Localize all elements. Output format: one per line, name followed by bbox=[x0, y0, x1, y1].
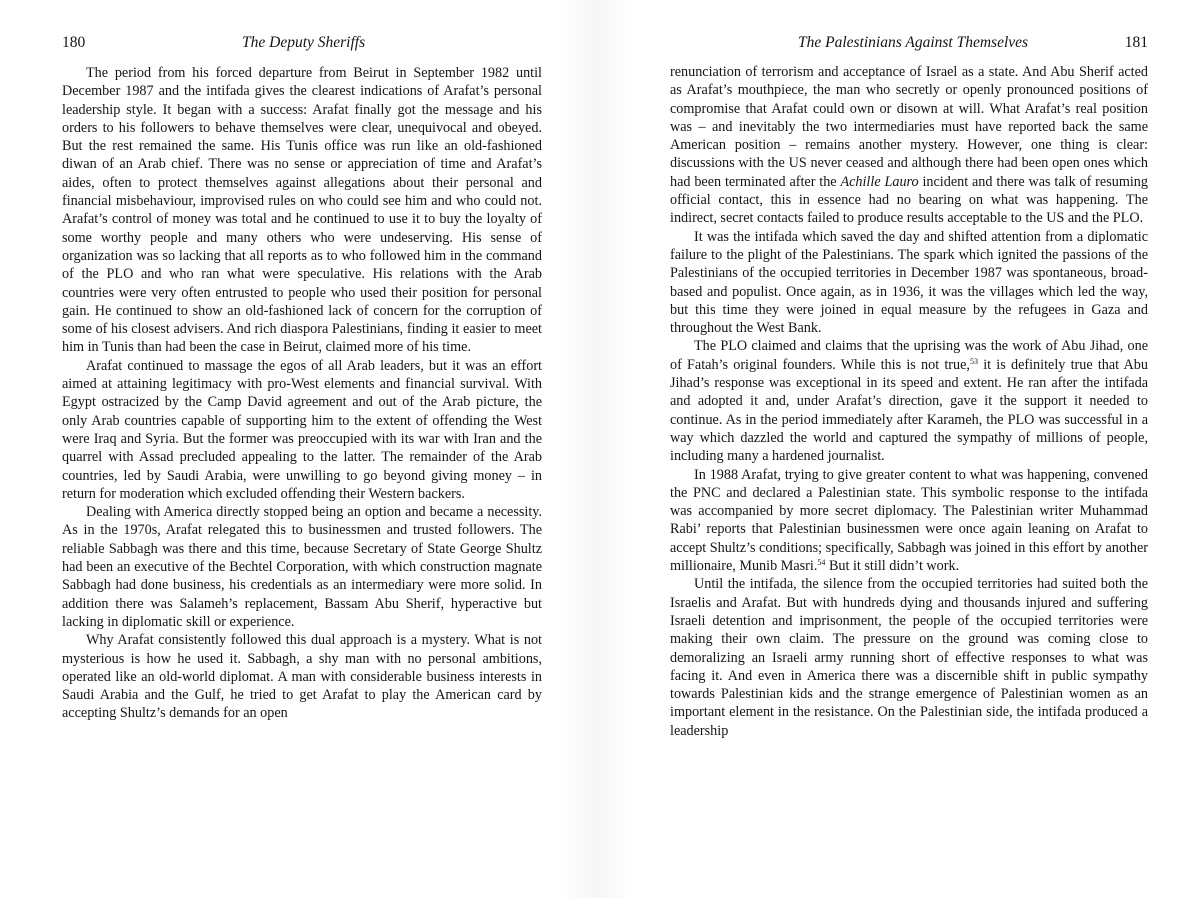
text-segment: The PLO claimed and claims that the uprising was the work of Abu Jihad, one of Fatah’s original founders. While this is not true, bbox=[670, 338, 1148, 373]
right-paragraph-5: Until the intifada, the silence from the occupied territories had suited both the Israelis and Arafat. But with hundreds dying and thousands injured and suffering Israeli detention and imprisonment, the people of the occupied territories were making their own claim. The pressure on the ground was coming close to demoralizing an Israeli army running short of effective responses to what was facing it. And even in America there was a discernible shift in public sympathy towards Palestinian kids and the strange emergence of Palestinian women as an important element in the resistance. On the Palestinian side, the intifada produced a leadership bbox=[670, 576, 1148, 739]
running-title-left: The Deputy Sheriffs bbox=[242, 34, 366, 51]
right-page bbox=[670, 0, 1148, 898]
left-paragraph-4: Why Arafat consistently followed this dual approach is a mystery. What is not mysterious is how he used it. Sabbagh, a shy man with no personal ambitions, operated like an old-world diplomat. A man with considerable business interests in Saudi Arabia and the Gulf, he tried to get Arafat to play the American card by accepting Shultz’s demands for an open bbox=[62, 632, 542, 722]
right-paragraph-2: It was the intifada which saved the day and shifted attention from a diplomatic failure to the plight of the Palestinians. The spark which ignited the passions of the Palestinians of the occupied territories in December 1987 was spontaneous, broad-based and populist. Once again, as in 1936, it was the villages which led the way, but this time they were joined in equal measure by the refugees in Gaza and throughout the West Bank. bbox=[670, 228, 1148, 337]
footnote-ref-54: 54 bbox=[817, 558, 826, 568]
right-paragraph-3 bbox=[670, 337, 1148, 465]
running-title-right: The Palestinians Against Themselves bbox=[798, 34, 1029, 51]
gutter-shadow bbox=[560, 0, 635, 898]
text-segment: In 1988 Arafat, trying to give greater content to what was happening, convened the PNC and declared a Palestinian state. This symbolic response to the intifada was accompanied by more secret diplomacy. The Palestinian writer Muhammad Rabi’ reports that Palestinian businessmen were once again leaning on Arafat to accept Shultz’s conditions; specifically, Sabbagh was joined in this effort by another millionaire, Munib Masri. bbox=[670, 466, 1148, 575]
text-segment: renunciation of terrorism and acceptance of Israel as a state. And Abu Sherif acted as Arafat’s mouthpiece, the man who secretly or openly pronounced positions of compromise that Arafat could own or disown at will. What Arafat’s real position was – and inevitably the two intermediaries must have reported back the same American position – remains another mystery. However, one thing is clear: discussions with the US never ceased and although there had been open ones which had been terminated after the bbox=[670, 64, 1148, 190]
right-paragraph-1 bbox=[670, 63, 1148, 228]
left-running-head bbox=[62, 32, 542, 54]
footnote-ref-53: 53 bbox=[969, 356, 978, 366]
right-paragraph-4 bbox=[670, 466, 1148, 576]
left-paragraph-3: Dealing with America directly stopped being an option and became a necessity. As in the 1970s, Arafat relegated this to businessmen and trusted followers. The reliable Sabbagh was there and this time, because Secretary of State George Shultz had been an executive of the Bechtel Corporation, with which construction magnate Sabbagh had done business, his credentials as an intermediary were more solid. In addition there was Salameh’s replacement, Bassam Abu Sherif, hyperactive but lacking in diplomatic skill or experience. bbox=[62, 504, 542, 630]
text-segment: But it still didn’t work. bbox=[825, 558, 960, 575]
page-number-left: 180 bbox=[62, 34, 86, 51]
left-paragraph-1: The period from his forced departure from Beirut in September 1982 until December 1987 and the intifada gives the clearest indications of Arafat’s personal leadership style. It began with a success: Arafat finally got the message and his orders to his followers to behave themselves were clear, unequivocal and obeyed. But the rest remained the same. His Tunis office was run like an old-fashioned diwan of an Arab chief. There was no sense or appreciation of time and Arafat’s aides, often to protect themselves against allegations about their personal and financial misbehaviour, improvised rules on who could see him and who could not. Arafat’s control of money was total and he continued to use it to buy the loyalty of some worthy people and many others who were undeserving. His sense of organization was so lacking that all reports as to who followed him in the command of the PLO and who ran what were speculative. His relations with the Arab countries were very often entrusted to people who used their position for personal gain. He continued to show an old-fashioned lack of concern for the corruption of some of his closest advisers. And rich diaspora Palestinians, finding it easier to meet him in Tunis than had been the case in Beirut, claimed more of his time. bbox=[62, 65, 542, 356]
text-segment: it is definitely true that Abu Jihad’s response was exceptional in its speed and extent. He ran after the intifada and adopted it and, under Arafat’s direction, gave it the support it needed to continue. As in the period immediately after Karameh, the PLO was successful in a way which dazzled the world and captured the sympathy of millions of people, including many a hardened journalist. bbox=[670, 356, 1148, 465]
page-number-right: 181 bbox=[1124, 34, 1148, 51]
ship-name: Achille Lauro bbox=[840, 173, 919, 190]
left-paragraph-2: Arafat continued to massage the egos of all Arab leaders, but it was an effort aimed at attaining legitimacy with pro-West elements and financial survival. With Egypt ostracized by the Camp David agreement and out of the Arab picture, the only Arab countries capable of supporting him to the extent of offending the West were Iraq and Syria. But the former was preoccupied with its war with Iran and the quarrel with Assad precluded appealing to the latter. The remainder of the Arab countries, led by Saudi Arabia, were unwilling to go beyond giving money – in return for moderation which excluded offending their Western backers. bbox=[62, 357, 542, 502]
right-running-head bbox=[670, 32, 1148, 54]
right-body-text bbox=[670, 63, 1148, 740]
left-body-text bbox=[62, 64, 542, 723]
text-segment: incident and there was talk of resuming official contact, this in essence had no bearing on what was happening. The indirect, secret contacts failed to produce results acceptable to the US and the PLO. bbox=[670, 173, 1148, 227]
left-page bbox=[62, 0, 542, 898]
